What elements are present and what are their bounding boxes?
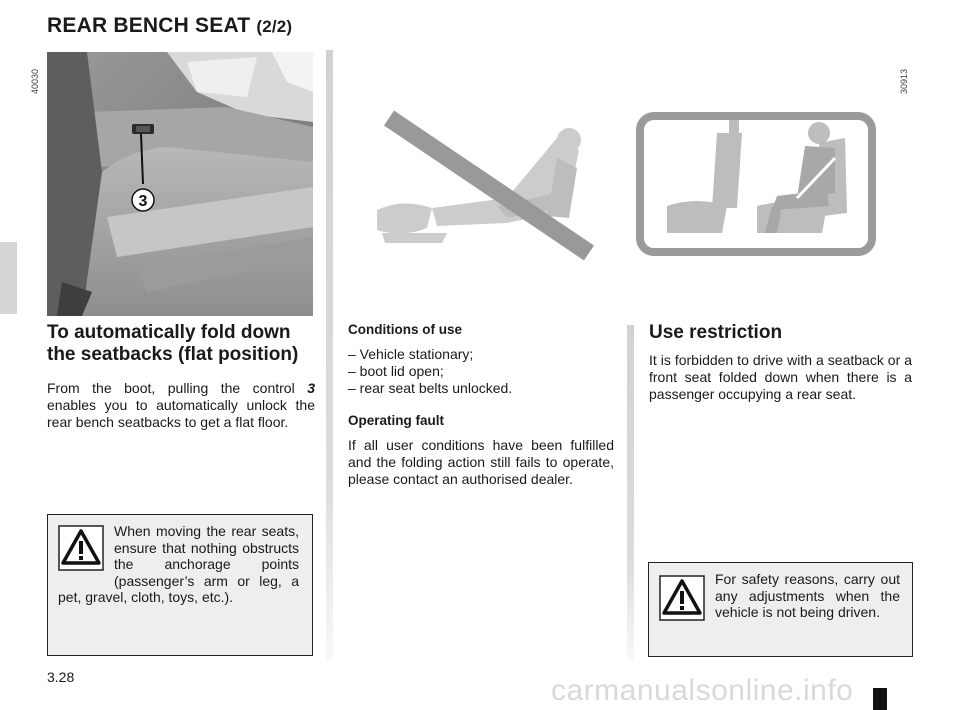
watermark: carmanualsonline.info bbox=[551, 674, 854, 707]
photo-callout-3: 3 bbox=[138, 193, 148, 210]
warning-triangle-icon bbox=[659, 575, 705, 621]
conditions-list bbox=[348, 346, 614, 397]
seat-illustration bbox=[357, 98, 877, 260]
folded-seat-crossed-icon bbox=[377, 118, 589, 253]
figure-code-right: 30913 bbox=[899, 68, 909, 94]
condition-item: – Vehicle stationary; bbox=[348, 346, 474, 362]
restriction-heading: Use restriction bbox=[649, 322, 783, 343]
column-divider-right bbox=[627, 325, 634, 660]
page-number: 3.28 bbox=[47, 669, 75, 685]
column-divider-middle bbox=[326, 50, 333, 660]
restriction-body: It is forbidden to drive with a seatback or a front seat folded down when there is a passenger occupying a rear seat. bbox=[649, 352, 912, 402]
fold-body bbox=[47, 380, 315, 431]
warning-box-right bbox=[648, 562, 913, 657]
section-tab bbox=[0, 242, 17, 314]
page-title-part: (2/2) bbox=[256, 17, 293, 36]
fold-heading: To automatically fold down the seatbacks (flat position) bbox=[47, 322, 299, 365]
condition-item: – rear seat belts unlocked. bbox=[348, 380, 513, 396]
fold-body-after: enables you to automatically unlock the rear bench seatbacks to get a flat floor. bbox=[47, 397, 315, 430]
boot-photo bbox=[47, 52, 313, 316]
page-edge-mark bbox=[873, 688, 887, 710]
fault-text: If all user conditions have been fulfilled and the folding action still fails to operate, please contact an authorised dealer. bbox=[348, 437, 614, 487]
fold-body-before: From the boot, pulling the control bbox=[47, 380, 308, 396]
warning-text-right: For safety reasons, carry out any adjustments when the vehicle is not being driven. bbox=[715, 571, 900, 620]
conditions-heading: Conditions of use bbox=[348, 322, 462, 337]
figure-code-left: 40030 bbox=[30, 68, 40, 94]
left-column bbox=[47, 322, 315, 431]
right-column bbox=[649, 322, 912, 403]
passenger-seated-icon bbox=[640, 116, 872, 252]
fold-body-control: 3 bbox=[307, 380, 315, 396]
boot-photo-illustration bbox=[47, 52, 313, 316]
page-title-main: REAR BENCH SEAT bbox=[47, 14, 251, 37]
warning-box-left bbox=[47, 514, 313, 656]
warning-text-left: When moving the rear seats, ensure that nothing obstructs the anchorage points (passenger’s arm or leg, a pet, gravel, cloth, toys, etc.). bbox=[58, 523, 299, 605]
middle-column bbox=[348, 322, 614, 488]
page-title bbox=[47, 14, 292, 38]
condition-item: – boot lid open; bbox=[348, 363, 444, 379]
fault-heading: Operating fault bbox=[348, 413, 445, 428]
warning-icon-spacer bbox=[58, 523, 114, 581]
